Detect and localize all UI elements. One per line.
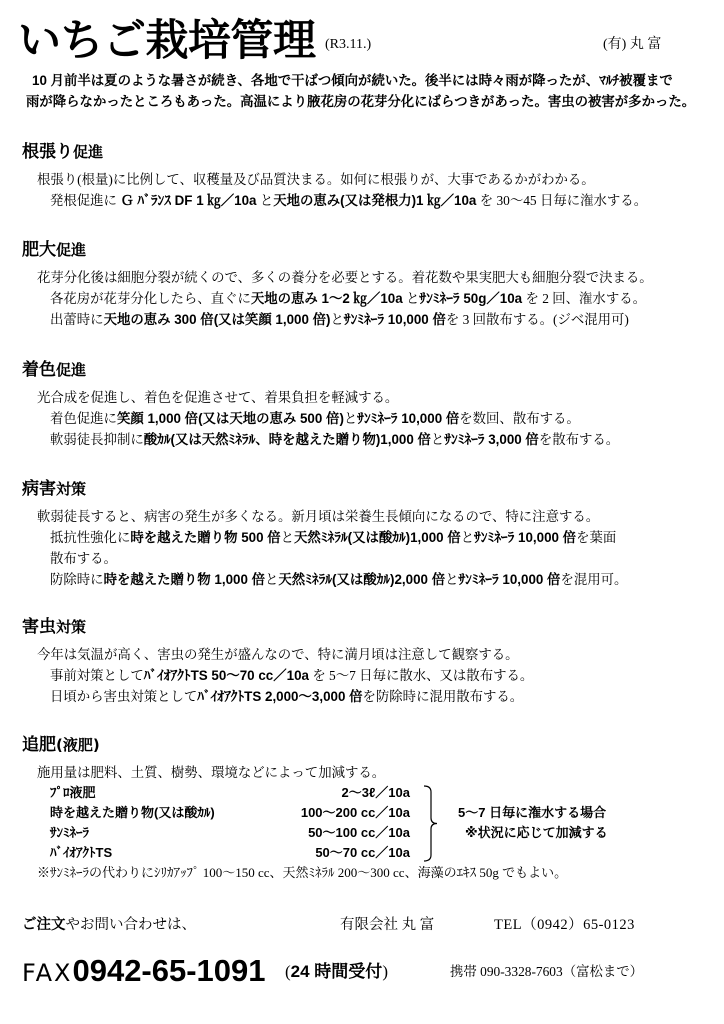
product-dosage: 時を越えた贈り物 1,000 倍 bbox=[103, 572, 266, 587]
line-text: を数回、散布する。 bbox=[459, 411, 580, 426]
line-text: を散布する。 bbox=[538, 432, 620, 447]
section-body bbox=[0, 169, 724, 211]
heading-main: 着色 bbox=[22, 360, 56, 380]
text-line bbox=[0, 408, 724, 429]
line-text: と bbox=[280, 530, 295, 545]
heading-sub: 促進 bbox=[73, 143, 104, 161]
fertilizer-name: ﾊﾞｲｵｱｸﾄTS bbox=[50, 845, 113, 860]
document-title: いちご栽培管理 bbox=[18, 16, 316, 66]
section-disease-control bbox=[0, 478, 724, 590]
section-heading bbox=[22, 359, 724, 381]
section-fruit-enlargement bbox=[0, 239, 724, 330]
telephone-number: TEL（0942）65-0123 bbox=[494, 917, 635, 933]
heading-main: 害虫 bbox=[22, 617, 56, 637]
line-text: と bbox=[460, 530, 475, 545]
product-dosage: ｻﾝﾐﾈｰﾗ 10,000 倍 bbox=[343, 312, 446, 327]
product-dosage: 天地の恵み(又は発根力)1 ㎏／10a bbox=[273, 193, 477, 208]
order-inquiry-lead bbox=[22, 915, 196, 935]
order-label: ご注文 bbox=[22, 917, 66, 933]
product-dosage: 笑顔 1,000 倍(又は天地の恵み 500 倍) bbox=[116, 411, 344, 426]
heading-sub: 対策 bbox=[56, 480, 87, 498]
product-dosage: 天然ﾐﾈﾗﾙ(又は酸ｶﾙ)1,000 倍 bbox=[294, 530, 461, 545]
paren-open: ( bbox=[285, 962, 291, 981]
line-text: と bbox=[430, 432, 445, 447]
text-line bbox=[0, 686, 724, 707]
heading-sub: 促進 bbox=[56, 241, 87, 259]
table-row bbox=[0, 843, 724, 863]
fertilizer-rate: 2～3ℓ／10a bbox=[341, 785, 410, 800]
heading-sub: 対策 bbox=[56, 618, 87, 636]
line-text: と bbox=[445, 572, 459, 587]
fax-hours bbox=[285, 961, 388, 983]
text-line: 今年は気温が高く、害虫の発生が盛んなので、特に満月頃は注意して観察する。 bbox=[37, 647, 519, 662]
intro-line: 雨が降らなかったところもあった。高温により腋花房の花芽分化にばらつきがあった。害虫の被害が多かった。 bbox=[26, 94, 696, 109]
table-row bbox=[0, 783, 724, 803]
line-text: を葉面 bbox=[576, 530, 617, 545]
section-body bbox=[0, 762, 724, 883]
text-line: 花芽分化後は細胞分裂が続くので、多くの養分を必要とする。着花数や果実肥大も細胞分裂で決まる。 bbox=[37, 270, 653, 285]
line-text: を防除時に混用散布する。 bbox=[362, 689, 524, 704]
fax-line bbox=[22, 952, 266, 996]
section-body bbox=[0, 387, 724, 450]
text-line: 軟弱徒長すると、病害の発生が多くなる。新月頃は栄養生長傾向になるので、特に注意する。 bbox=[37, 509, 600, 524]
line-text: を 30～45 日毎に潅水する。 bbox=[476, 193, 648, 208]
product-dosage: ｻﾝﾐﾈｰﾗ 10,000 倍 bbox=[474, 530, 577, 545]
line-text: 発根促進に bbox=[50, 193, 121, 208]
fertilizer-rate: 50～100 cc／10a bbox=[308, 825, 410, 840]
bracket-note-interval: 5～7 日毎に潅水する場合 bbox=[458, 805, 607, 820]
section-body bbox=[0, 267, 724, 330]
line-text: と bbox=[402, 291, 420, 306]
product-dosage: ｻﾝﾐﾈｰﾗ 3,000 倍 bbox=[444, 432, 539, 447]
section-body bbox=[0, 644, 724, 707]
product-dosage: 酸ｶﾙ(又は天然ﾐﾈﾗﾙ、時を越えた贈り物)1,000 倍 bbox=[143, 432, 431, 447]
line-text: を 5～7 日毎に散水、又は散布する。 bbox=[308, 668, 534, 683]
line-text: と bbox=[256, 193, 274, 208]
line-text: を 3 回散布する。(ジベ混用可) bbox=[445, 312, 629, 327]
heading-sub: (液肥) bbox=[56, 736, 100, 754]
intro-paragraph bbox=[26, 70, 695, 112]
text-line bbox=[0, 309, 724, 330]
line-text: 各花房が花芽分化したら、直ぐに bbox=[50, 291, 251, 306]
product-dosage: 天地の恵み 300 倍(又は笑顔 1,000 倍) bbox=[103, 312, 331, 327]
heading-sub: 促進 bbox=[56, 361, 87, 379]
text-line: 光合成を促進し、着色を促進させて、着果負担を軽減する。 bbox=[37, 390, 399, 405]
text-line bbox=[0, 569, 724, 590]
line-text: と bbox=[330, 312, 344, 327]
fertilizer-rate: 100～200 cc／10a bbox=[300, 805, 410, 820]
text-line bbox=[0, 665, 724, 686]
line-text: と bbox=[343, 411, 358, 426]
fertilizer-name: ｻﾝﾐﾈｰﾗ bbox=[50, 825, 89, 840]
product-dosage: 天地の恵み 1～2 ㎏／10a bbox=[250, 291, 403, 306]
product-dosage: Ｇ ﾊﾞﾗﾝｽ DF 1 ㎏／10a bbox=[120, 193, 257, 208]
line-text: を混用可。 bbox=[560, 572, 628, 587]
product-dosage: 時を越えた贈り物 500 倍 bbox=[130, 530, 281, 545]
section-body bbox=[0, 506, 724, 590]
fertilizer-name: ﾌﾟﾛ液肥 bbox=[50, 785, 96, 800]
section-root-promotion bbox=[0, 141, 724, 211]
text-line bbox=[0, 527, 724, 548]
publisher-name: (有) 丸 富 bbox=[603, 37, 662, 52]
heading-main: 肥大 bbox=[22, 240, 56, 260]
company-name: 有限会社 丸 富 bbox=[340, 917, 435, 933]
text-line: 散布する。 bbox=[50, 551, 117, 566]
substitution-note: ※ｻﾝﾐﾈｰﾗの代わりにｼﾘｶｱｯﾌﾟ 100～150 cc、天然ﾐﾈﾗﾙ 200～300 cc、海藻のｴｷｽ 50g でもよい。 bbox=[37, 865, 568, 880]
text-line bbox=[0, 190, 724, 211]
section-heading bbox=[22, 141, 724, 163]
heading-main: 根張り bbox=[22, 142, 73, 162]
bracket-note-adjust: ※状況に応じて加減する bbox=[465, 825, 608, 840]
section-heading bbox=[22, 239, 724, 261]
product-dosage: ｻﾝﾐﾈｰﾗ 50g／10a bbox=[419, 291, 523, 306]
right-brace-icon bbox=[422, 785, 440, 863]
paren-close: ) bbox=[382, 962, 388, 981]
fax-label: FAX bbox=[22, 959, 73, 987]
section-heading bbox=[22, 616, 724, 638]
section-pest-control bbox=[0, 616, 724, 707]
line-text: と bbox=[265, 572, 279, 587]
issue-date: (R3.11.) bbox=[325, 37, 372, 52]
line-text: 着色促進に bbox=[50, 411, 117, 426]
section-heading bbox=[22, 734, 724, 756]
product-dosage: ｻﾝﾐﾈｰﾗ 10,000 倍 bbox=[357, 411, 460, 426]
product-dosage: 天然ﾐﾈﾗﾙ(又は酸ｶﾙ)2,000 倍 bbox=[278, 572, 446, 587]
intro-line: 10 月前半は夏のような暑さが続き、各地で干ばつ傾向が続いた。後半には時々雨が降ったが、ﾏﾙﾁ被覆まで bbox=[32, 73, 673, 88]
line-text: 軟弱徒長抑制に bbox=[50, 432, 144, 447]
text-line bbox=[0, 288, 724, 309]
table-row bbox=[0, 803, 724, 823]
product-dosage: ｻﾝﾐﾈｰﾗ 10,000 倍 bbox=[458, 572, 561, 587]
line-text: を 2 回、潅水する。 bbox=[522, 291, 646, 306]
table-row bbox=[0, 823, 724, 843]
section-topdressing-liquid-fertilizer bbox=[0, 734, 724, 883]
fax-number: 0942-65-1091 bbox=[72, 953, 266, 988]
line-text: 防除時に bbox=[50, 572, 104, 587]
line-text: 日頃から害虫対策として bbox=[50, 689, 198, 704]
line-text: 抵抗性強化に bbox=[50, 530, 131, 545]
mobile-phone: 携帯 090-3328-7603（富松まで） bbox=[450, 964, 644, 979]
product-dosage: ﾊﾞｲｵｱｸﾄTS 50～70 cc／10a bbox=[143, 668, 309, 683]
fertilizer-rate: 50～70 cc／10a bbox=[315, 845, 410, 860]
fax-hours-text: 24 時間受付 bbox=[290, 962, 383, 981]
text-line bbox=[0, 429, 724, 450]
line-text: 出蕾時に bbox=[50, 312, 104, 327]
product-dosage: ﾊﾞｲｵｱｸﾄTS 2,000～3,000 倍 bbox=[197, 689, 363, 704]
inquiry-text: やお問い合わせは、 bbox=[65, 917, 196, 933]
heading-main: 追肥 bbox=[22, 735, 56, 755]
line-text: 事前対策として bbox=[50, 668, 144, 683]
fertilizer-rate-table bbox=[0, 783, 724, 863]
section-coloring-promotion bbox=[0, 359, 724, 450]
text-line: 施用量は肥料、土質、樹勢、環境などによって加減する。 bbox=[37, 765, 386, 780]
fertilizer-name: 時を越えた贈り物(又は酸ｶﾙ) bbox=[50, 805, 215, 820]
text-line: 根張り(根量)に比例して、収穫量及び品質決まる。如何に根張りが、大事であるかがわかる。 bbox=[37, 172, 595, 187]
section-heading bbox=[22, 478, 724, 500]
heading-main: 病害 bbox=[22, 479, 56, 499]
